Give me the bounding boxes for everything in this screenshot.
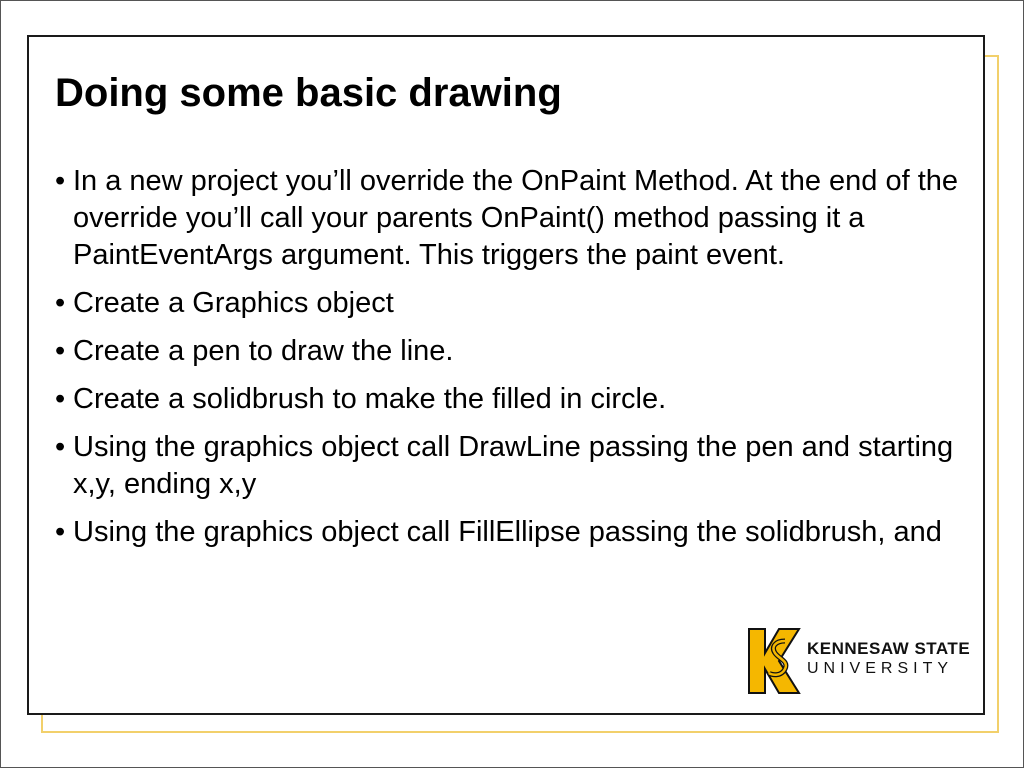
bullet-item: • Create a solidbrush to make the filled in circle.: [55, 381, 971, 418]
bullet-item: • Create a Graphics object: [55, 285, 971, 322]
bullet-item: • Using the graphics object call FillEllipse passing the solidbrush, and: [55, 514, 971, 551]
slide-title: Doing some basic drawing: [55, 71, 562, 115]
bullet-list: [55, 163, 971, 562]
bullet-item: • Using the graphics object call DrawLine passing the pen and starting x,y, ending x,y: [55, 429, 971, 503]
bullet-item: • In a new project you’ll override the OnPaint Method. At the end of the override you’ll call your parents OnPaint() method passing it a PaintEventArgs argument. This triggers the paint event.: [55, 163, 971, 274]
logo-wordmark: [807, 639, 970, 679]
logo-line1: KENNESAW STATE: [807, 639, 971, 658]
ksu-monogram-icon: [745, 623, 803, 699]
logo-line2: UNIVERSITY: [807, 660, 954, 677]
ksu-logo: [745, 623, 971, 699]
bullet-item: • Create a pen to draw the line.: [55, 333, 971, 370]
